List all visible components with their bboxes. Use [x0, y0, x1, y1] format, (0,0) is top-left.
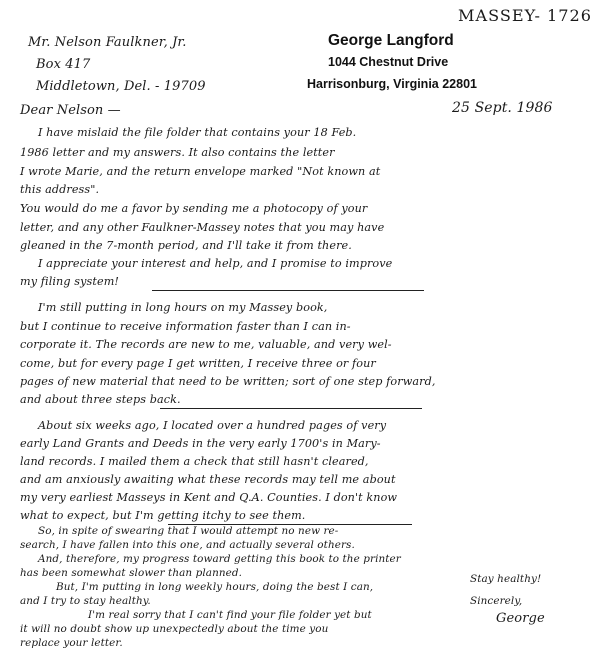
body-line: and I try to stay healthy.: [20, 595, 151, 607]
body-line: what to expect, but I'm getting itchy to see them.: [20, 509, 306, 522]
body-line: replace your letter.: [20, 637, 123, 649]
body-line: but I continue to receive information faster than I can in-: [20, 320, 351, 333]
body-line: About six weeks ago, I located over a hundred pages of very: [38, 419, 387, 432]
body-line: I appreciate your interest and help, and I promise to improve: [38, 257, 393, 270]
body-line: And, therefore, my progress toward getting this book to the printer: [38, 553, 401, 565]
letter-date: 25 Sept. 1986: [452, 100, 553, 116]
body-line: So, in spite of swearing that I would attempt no new re-: [38, 525, 339, 537]
body-line: corporate it. The records are new to me, valuable, and very wel-: [20, 338, 392, 351]
body-line: come, but for every page I get written, I receive three or four: [20, 357, 376, 370]
letterhead-name: George Langford: [328, 32, 454, 49]
body-line: gleaned in the 7-month period, and I'll take it from there.: [20, 239, 352, 252]
body-line: I have mislaid the file folder that contains your 18 Feb.: [38, 126, 357, 139]
body-line: You would do me a favor by sending me a photocopy of your: [20, 202, 368, 215]
body-line: 1986 letter and my answers. It also contains the letter: [20, 146, 335, 159]
body-line: has been somewhat slower than planned.: [20, 567, 243, 579]
section-divider: [160, 408, 422, 409]
body-line: my very earliest Masseys in Kent and Q.A. Counties. I don't know: [20, 491, 398, 504]
body-line: and am anxiously awaiting what these records may tell me about: [20, 473, 396, 486]
body-line: land records. I mailed them a check that still hasn't cleared,: [20, 455, 369, 468]
body-line: I'm still putting in long hours on my Massey book,: [38, 301, 328, 314]
body-line: I wrote Marie, and the return envelope marked "Not known at: [20, 165, 381, 178]
salutation: Dear Nelson —: [20, 103, 121, 118]
recipient-line-2: Box 417: [36, 57, 91, 72]
body-line: this address".: [20, 183, 100, 196]
body-line: and about three steps back.: [20, 393, 181, 406]
recipient-line-1: Mr. Nelson Faulkner, Jr.: [28, 35, 187, 50]
body-line: I'm real sorry that I can't find your file folder yet but: [88, 609, 372, 621]
stay-healthy-line: Stay healthy!: [470, 573, 542, 585]
body-line: letter, and any other Faulkner-Massey notes that you may have: [20, 221, 385, 234]
file-code: MASSEY- 1726: [458, 6, 592, 25]
body-line: early Land Grants and Deeds in the very early 1700's in Mary-: [20, 437, 381, 450]
section-divider: [152, 290, 424, 291]
recipient-line-3: Middletown, Del. - 19709: [36, 79, 206, 94]
letterhead-street: 1044 Chestnut Drive: [328, 55, 449, 69]
body-line: it will no doubt show up unexpectedly about the time you: [20, 623, 329, 635]
signature: George: [496, 611, 545, 626]
body-line: But, I'm putting in long weekly hours, doing the best I can,: [56, 581, 374, 593]
body-line: search, I have fallen into this one, and actually several others.: [20, 539, 355, 551]
closing: Sincerely,: [470, 595, 523, 607]
letterhead-city: Harrisonburg, Virginia 22801: [307, 77, 477, 91]
body-line: pages of new material that need to be written; sort of one step forward,: [20, 375, 436, 388]
body-line: my filing system!: [20, 275, 120, 288]
